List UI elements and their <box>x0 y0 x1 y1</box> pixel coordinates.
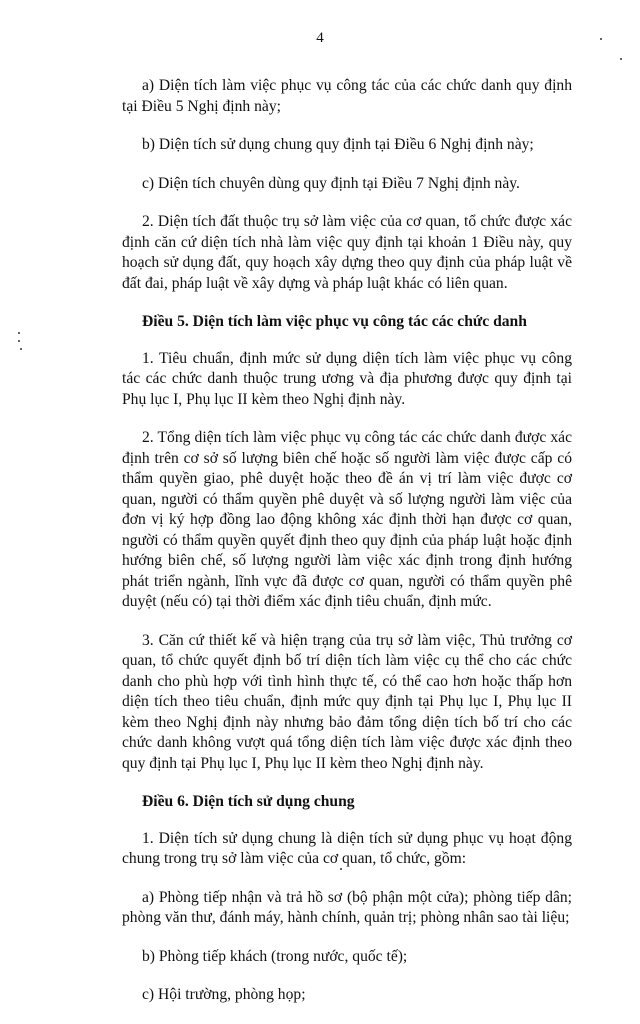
scan-speck <box>18 340 20 342</box>
paragraph-c-dien-tich-chuyen-dung: c) Diện tích chuyên dùng quy định tại Điều 7 Nghị định này. <box>142 174 520 192</box>
scan-speck <box>600 38 602 40</box>
article-5-clause-3: 3. Căn cứ thiết kế và hiện trạng của trụ sở làm việc, Thủ trưởng cơ quan, tổ chức quyết định bố trí diện tích làm việc cụ thể cho các chức danh cho phù hợp với tình hình thực tế, có thể cao hơn hoặc thấp hơn diện tích theo tiêu chuẩn, định mức quy định tại Phụ lục I, Phụ lục II kèm theo Nghị định này nhưng bảo đảm tổng diện tích bố trí cho các chức danh không vượt quá tổng diện tích làm việc được xác định theo quy định tại Phụ lục I, Phụ lục II kèm theo Nghị định này. <box>122 631 572 772</box>
paragraph-a-dien-tich-lam-viec: a) Diện tích làm việc phục vụ công tác của các chức danh quy định tại Điều 5 Nghị định này; <box>122 77 572 115</box>
scan-speck <box>18 332 20 334</box>
document-body <box>122 76 572 1024</box>
scan-speck <box>20 348 22 350</box>
article-6-item-a: a) Phòng tiếp nhận và trả hồ sơ (bộ phận một cửa); phòng tiếp dân; phòng văn thư, đánh máy, hành chính, quản trị; phòng nhân sao tài liệu; <box>122 888 572 926</box>
paragraph-2-dien-tich-dat: 2. Diện tích đất thuộc trụ sở làm việc của cơ quan, tổ chức được xác định căn cứ diện tích nhà làm việc quy định tại khoản 1 Điều này, quy hoạch sử dụng đất, quy hoạch xây dựng theo quy định của pháp luật về đất đai, pháp luật về xây dựng và pháp luật khác có liên quan. <box>122 213 572 292</box>
article-6-heading: Điều 6. Diện tích sử dụng chung <box>142 793 355 810</box>
article-5-clause-2: 2. Tổng diện tích làm việc phục vụ công tác các chức danh được xác định trên cơ sở số lượng biên chế hoặc số người làm việc được cấp có thẩm quyền giao, phê duyệt hoặc theo đề án vị trí làm việc được cơ quan, người có thẩm quyền phê duyệt và số lượng người làm việc của đơn vị ký hợp đồng lao động không xác định thời hạn được cơ quan, người có thẩm quyền quyết định theo quy định của pháp luật hoặc định hướng biên chế, số lượng người làm việc xác định trong định hướng phát triển ngành, lĩnh vực đã được cơ quan, người có thẩm quyền phê duyệt (nếu có) tại thời điểm xác định tiêu chuẩn, định mức. <box>122 429 572 610</box>
scan-speck <box>340 868 342 870</box>
article-6-item-b: b) Phòng tiếp khách (trong nước, quốc tế); <box>142 947 408 965</box>
article-6-clause-1: 1. Diện tích sử dụng chung là diện tích sử dụng phục vụ hoạt động chung trong trụ sở làm việc của cơ quan, tổ chức, gồm: <box>122 829 572 867</box>
scan-speck <box>620 58 622 60</box>
page-number: 4 <box>316 30 324 46</box>
article-5-clause-1: 1. Tiêu chuẩn, định mức sử dụng diện tích làm việc phục vụ công tác các chức danh thuộc trung ương và địa phương được quy định tại Phụ lục I, Phụ lục II kèm theo Nghị định này. <box>122 349 572 408</box>
article-6-item-c: c) Hội trường, phòng họp; <box>142 986 306 1003</box>
article-5-heading: Điều 5. Diện tích làm việc phục vụ công tác các chức danh <box>142 313 527 330</box>
paragraph-b-dien-tich-su-dung-chung: b) Diện tích sử dụng chung quy định tại Điều 6 Nghị định này; <box>142 136 534 153</box>
